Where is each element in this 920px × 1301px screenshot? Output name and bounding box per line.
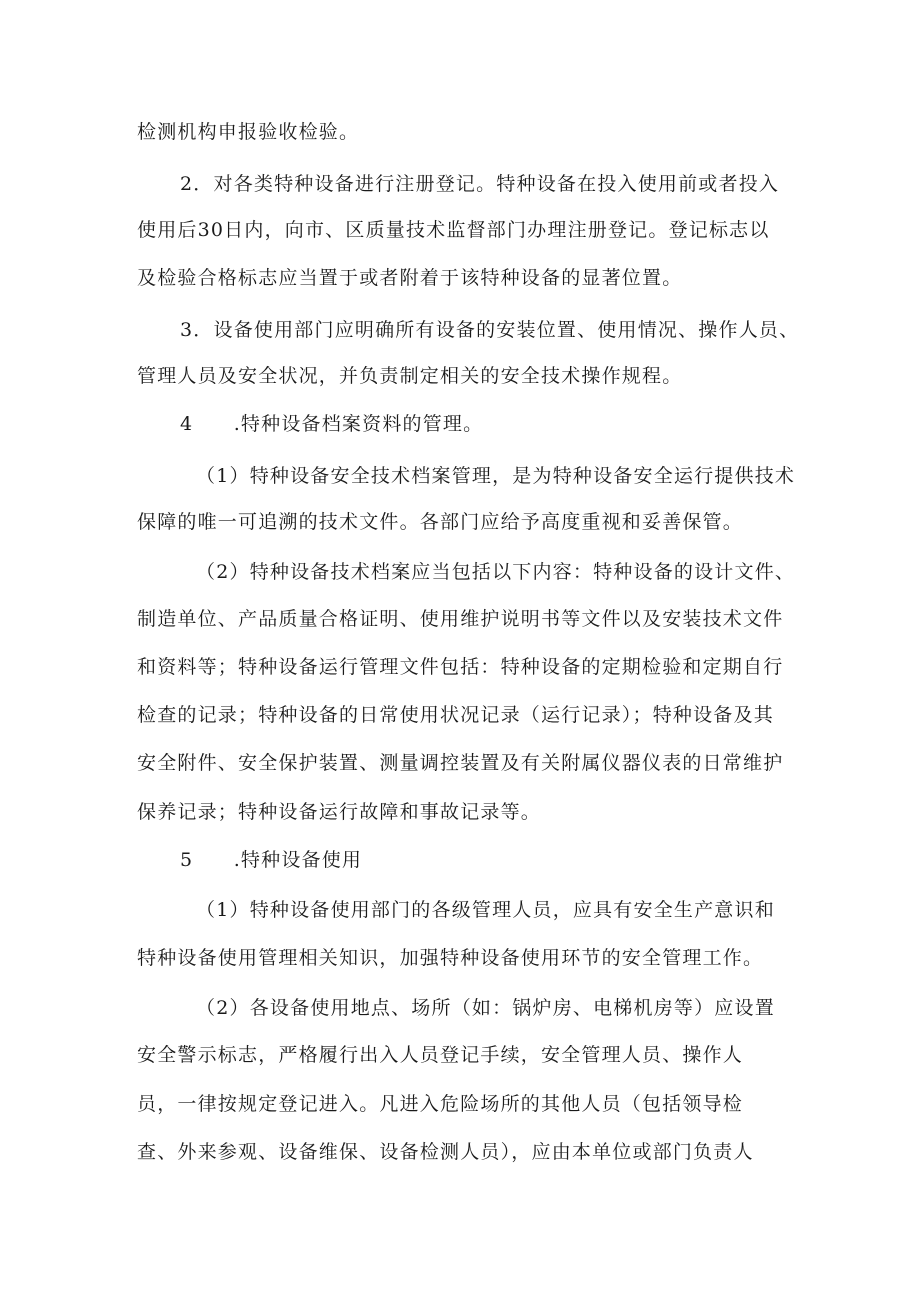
text-line: 安全警示标志，严格履行出入人员登记手续，安全管理人员、操作人 — [137, 1044, 744, 1066]
text-line: 及检验合格标志应当置于或者附着于该特种设备的显著位置。 — [137, 267, 683, 289]
text-line: （2）特种设备技术档案应当包括以下内容：特种设备的设计文件、 — [196, 561, 796, 583]
text-line: 使用后30日内，向市、区质量技术监督部门办理注册登记。登记标志以 — [137, 219, 770, 241]
text-line: 4 .特种设备档案资料的管理。 — [180, 413, 484, 435]
text-line: 管理人员及安全状况，并负责制定相关的安全技术操作规程。 — [137, 365, 683, 387]
text-line: 查、外来参观、设备维保、设备检测人员），应由本单位或部门负责人 — [137, 1141, 754, 1163]
text-line: （2）各设备使用地点、场所（如：锅炉房、电梯机房等）应设置 — [196, 997, 775, 1019]
text-line: 2．对各类特种设备进行注册登记。特种设备在投入使用前或者投入 — [180, 173, 780, 195]
text-line: 5 .特种设备使用 — [180, 849, 363, 871]
text-line: 制造单位、产品质量合格证明、使用维护说明书等文件以及安装技术文件 — [137, 608, 784, 630]
text-line: 3．设备使用部门应明确所有设备的安装位置、使用情况、操作人员、 — [180, 319, 800, 341]
text-line: 检查的记录；特种设备的日常使用状况记录（运行记录）；特种设备及其 — [137, 704, 774, 726]
text-line: 保养记录；特种设备运行故障和事故记录等。 — [137, 801, 542, 823]
text-line: 保障的唯一可追溯的技术文件。各部门应给予高度重视和妥善保管。 — [137, 511, 744, 533]
text-line: 员，一律按规定登记进入。凡进入危险场所的其他人员（包括领导检 — [137, 1093, 744, 1115]
text-line: 和资料等；特种设备运行管理文件包括：特种设备的定期检验和定期自行 — [137, 656, 784, 678]
text-line: 安全附件、安全保护装置、测量调控装置及有关附属仪器仪表的日常维护 — [137, 752, 784, 774]
text-line: （1）特种设备使用部门的各级管理人员，应具有安全生产意识和 — [196, 899, 775, 921]
text-line: （1）特种设备安全技术档案管理，是为特种设备安全运行提供技术 — [196, 465, 796, 487]
text-line: 检测机构申报验收检验。 — [137, 121, 360, 143]
text-line: 特种设备使用管理相关知识，加强特种设备使用环节的安全管理工作。 — [137, 947, 764, 969]
